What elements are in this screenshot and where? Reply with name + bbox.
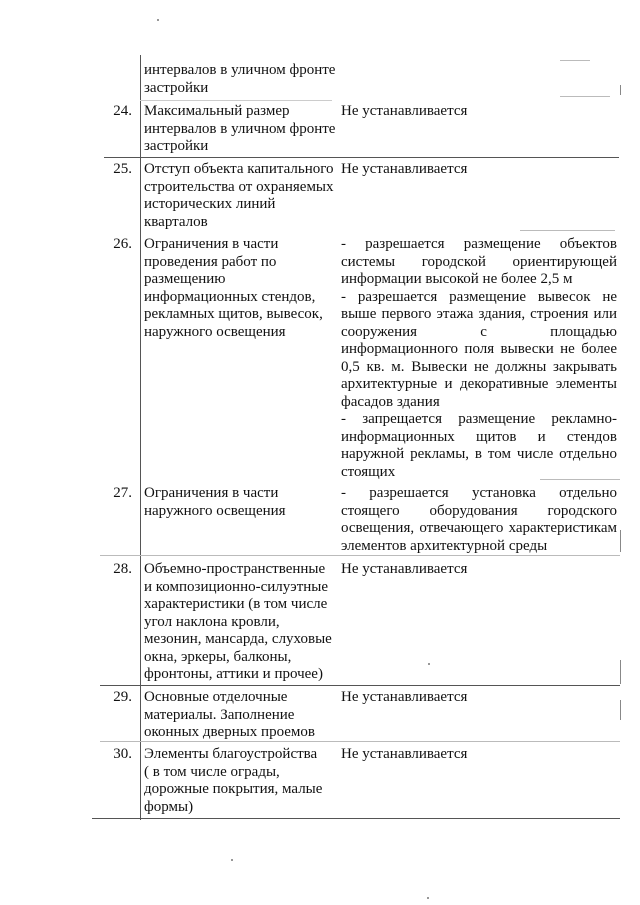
value-text: фасадов здания bbox=[341, 393, 440, 410]
parameter-text: проведения работ по bbox=[144, 253, 277, 270]
value-text: Не устанавливается bbox=[341, 161, 468, 177]
value-text: стоящего оборудования городского bbox=[341, 502, 617, 519]
parameter-text: строительства от охраняемых bbox=[144, 178, 334, 195]
table-border-right bbox=[620, 700, 621, 720]
parameter-text: интервалов в уличном фронте bbox=[144, 120, 336, 137]
parameter-cell bbox=[144, 103, 340, 156]
parameter-text: фронтоны, аттики и прочее) bbox=[144, 666, 323, 682]
scan-speck bbox=[157, 19, 159, 21]
parameter-text: информационных стендов, bbox=[144, 288, 316, 305]
column-divider bbox=[140, 55, 141, 820]
value-text: освещения, отвечающего характеристикам bbox=[341, 520, 617, 536]
parameter-cell bbox=[144, 561, 340, 684]
value-text: информации высокой не более 2,5 м bbox=[341, 271, 573, 287]
row-number: 27. bbox=[113, 485, 132, 501]
parameter-text: формы) bbox=[144, 798, 194, 815]
value-cell bbox=[341, 561, 617, 579]
row-number: 24. bbox=[113, 103, 132, 119]
value-cell bbox=[341, 103, 617, 121]
value-text: - запрещается размещение рекламно- bbox=[341, 411, 617, 427]
value-text: 0,5 кв. м. Вывески не должны закрывать bbox=[341, 358, 617, 375]
parameter-text: характеристики (в том числе bbox=[144, 596, 328, 612]
table-border-right bbox=[620, 530, 621, 552]
parameter-text: Отступ объекта капитального bbox=[144, 161, 334, 177]
parameter-cell bbox=[144, 746, 340, 816]
parameter-text: Максимальный размер bbox=[144, 103, 290, 119]
row-number: 30. bbox=[113, 746, 132, 762]
parameter-cell bbox=[144, 161, 340, 231]
table-border-right bbox=[620, 660, 621, 684]
value-text: стоящих bbox=[341, 463, 396, 480]
value-text: архитектурные и декоративные элементы bbox=[341, 376, 617, 392]
parameter-text: окна, эркеры, балконы, bbox=[144, 648, 292, 665]
parameter-text: Элементы благоустройства bbox=[144, 746, 318, 762]
value-text: Не устанавливается bbox=[341, 561, 468, 577]
value-text: системы городской ориентирующей bbox=[341, 253, 617, 270]
value-cell bbox=[341, 485, 617, 555]
parameter-text: исторических линий bbox=[144, 196, 276, 212]
parameter-text: материалы. Заполнение bbox=[144, 706, 295, 723]
parameter-text: ( в том числе ограды, bbox=[144, 763, 280, 780]
table-border-right bbox=[620, 85, 621, 95]
value-text: информационного поля вывески не более bbox=[341, 341, 617, 357]
value-text: - разрешается установка отдельно bbox=[341, 485, 617, 501]
row-separator bbox=[92, 818, 620, 819]
parameter-text: застройки bbox=[144, 79, 209, 96]
value-text: - разрешается размещение объектов bbox=[341, 236, 617, 252]
value-text: наружной рекламы, в том числе отдельно bbox=[341, 446, 617, 462]
value-cell bbox=[341, 746, 617, 764]
value-text: сооружения с площадью bbox=[341, 323, 617, 340]
row-number: 25. bbox=[113, 161, 132, 177]
parameter-text: кварталов bbox=[144, 213, 208, 230]
row-number: 28. bbox=[113, 561, 132, 577]
parameter-text: застройки bbox=[144, 138, 209, 154]
value-text: элементов архитектурной среды bbox=[341, 537, 548, 554]
row-number: 29. bbox=[113, 689, 132, 705]
parameter-text: Основные отделочные bbox=[144, 689, 288, 705]
row-separator bbox=[104, 157, 619, 158]
parameter-cell bbox=[144, 62, 340, 97]
parameter-text: мезонин, мансарда, слуховые bbox=[144, 631, 332, 647]
row-separator bbox=[520, 230, 615, 231]
scan-speck bbox=[231, 859, 233, 861]
parameter-text: Ограничения в части bbox=[144, 236, 279, 252]
parameter-text: наружного освещения bbox=[144, 502, 286, 519]
parameter-text: размещению bbox=[144, 271, 226, 287]
parameter-text: Объемно-пространственные bbox=[144, 561, 326, 577]
value-text: информационных щитов и стендов bbox=[341, 428, 617, 445]
row-separator bbox=[100, 685, 620, 686]
value-text: Не устанавливается bbox=[341, 746, 468, 762]
parameter-text: и композиционно-силуэтные bbox=[144, 578, 329, 595]
parameter-text: интервалов в уличном фронте bbox=[144, 62, 336, 78]
value-text: Не устанавливается bbox=[341, 689, 468, 705]
parameter-cell bbox=[144, 689, 340, 742]
value-cell bbox=[341, 236, 617, 481]
parameter-text: рекламных щитов, вывесок, bbox=[144, 306, 323, 322]
parameter-cell bbox=[144, 485, 340, 520]
parameter-cell bbox=[144, 236, 340, 341]
value-cell bbox=[341, 161, 617, 179]
row-number: 26. bbox=[113, 236, 132, 252]
parameter-text: дорожные покрытия, малые bbox=[144, 781, 323, 797]
scan-speck bbox=[427, 897, 429, 899]
scan-mark bbox=[560, 96, 610, 97]
parameter-text: наружного освещения bbox=[144, 323, 286, 340]
parameter-text: оконных дверных проемов bbox=[144, 724, 315, 740]
row-separator bbox=[140, 100, 332, 101]
scan-speck bbox=[428, 663, 430, 665]
value-cell bbox=[341, 689, 617, 707]
row-separator bbox=[100, 555, 620, 556]
scan-mark bbox=[560, 60, 590, 61]
value-text: выше первого этажа здания, строения или bbox=[341, 306, 617, 322]
value-text: Не устанавливается bbox=[341, 103, 468, 119]
parameter-text: Ограничения в части bbox=[144, 485, 279, 501]
parameter-text: угол наклона кровли, bbox=[144, 613, 280, 630]
value-text: - разрешается размещение вывесок не bbox=[341, 288, 617, 305]
